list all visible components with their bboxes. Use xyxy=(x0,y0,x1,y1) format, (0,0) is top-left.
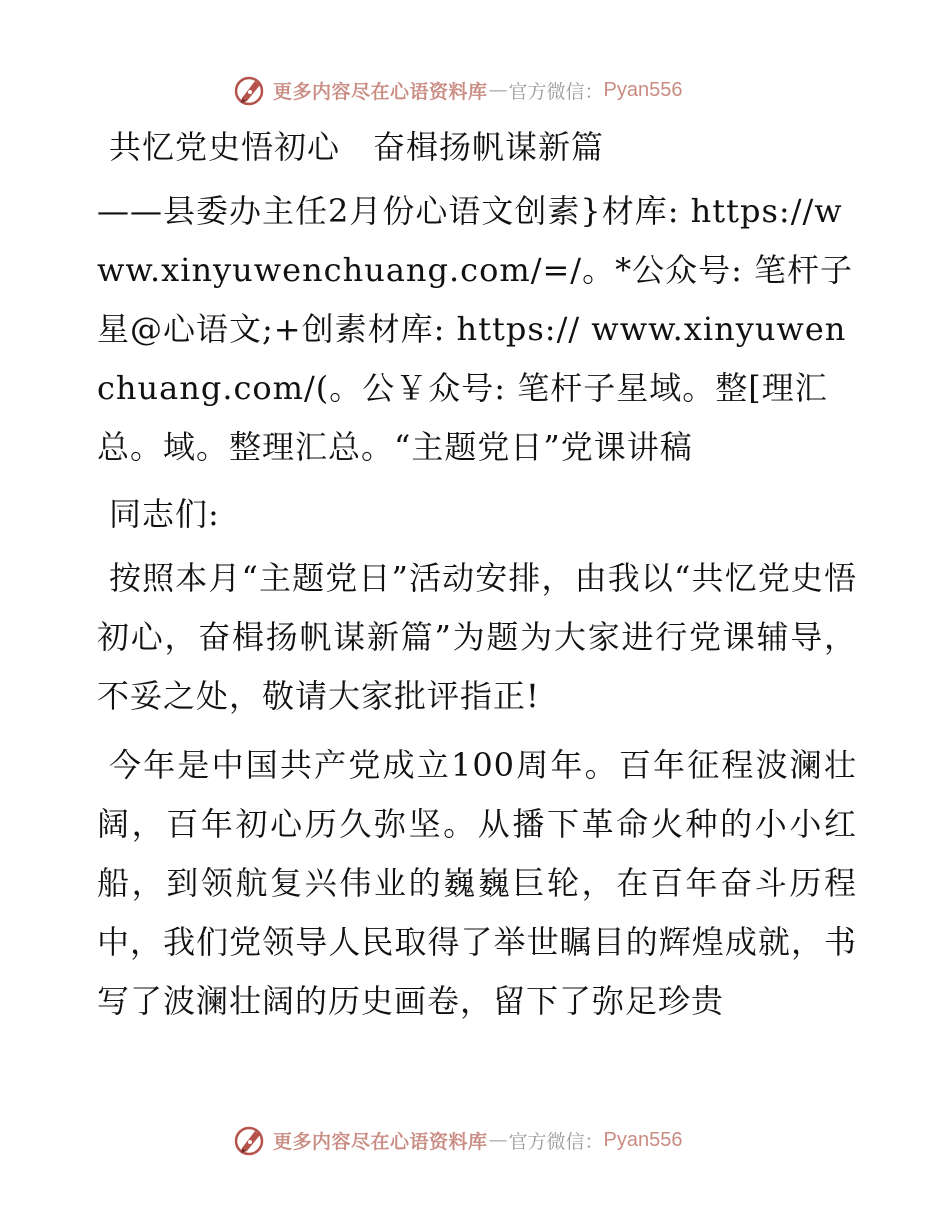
footer-banner xyxy=(233,1122,683,1158)
banner-separator: — xyxy=(488,79,508,101)
paragraph: 今年是中国共产党成立100周年。百年征程波澜壮阔，百年初心历久弥坚。从播下革命火种的小小红船，到领航复兴伟业的巍巍巨轮，在百年奋斗历程中，我们党领导人民取得了举世瞩目的辉煌成就，书写了波澜壮阔的历史画卷，留下了弥足珍贵 xyxy=(97,746,857,1020)
banner-wechat-label: 官方微信： xyxy=(508,80,604,103)
banner-brand-text: 更多内容尽在心语资料库 xyxy=(273,1130,488,1153)
salutation: 同志们: xyxy=(109,495,220,533)
document-title: 共忆党史悟初心 奋楫扬帆谋新篇 xyxy=(109,128,605,166)
paragraph: 按照本月“主题党日”活动安排，由我以“共忆党史悟初心，奋楫扬帆谋新篇”为题为大家进行党课辅导，不妥之处，敬请大家批评指正! xyxy=(97,559,857,715)
pen-logo-icon xyxy=(233,73,267,107)
pen-logo-icon xyxy=(233,1123,267,1157)
document-body xyxy=(97,122,857,1031)
banner-wechat-id: Pyan556 xyxy=(603,78,683,101)
banner-brand-text: 更多内容尽在心语资料库 xyxy=(273,80,488,103)
header-banner xyxy=(233,72,683,108)
banner-wechat-label: 官方微信： xyxy=(508,1130,604,1153)
banner-wechat-id: Pyan556 xyxy=(603,1128,683,1151)
banner-separator: — xyxy=(488,1129,508,1151)
document-subtitle: ——县委办主任2月份心语文创素}材库: https://www.xinyuwenchuang.com/=/。*公众号: 笔杆子星@心语文;+创素材库: https:// www.xinyuwenchuang.com/(。公￥众号: 笔杆子星域。整[理汇总。域。整理汇总。“主题党日”党课讲稿 xyxy=(97,192,854,466)
